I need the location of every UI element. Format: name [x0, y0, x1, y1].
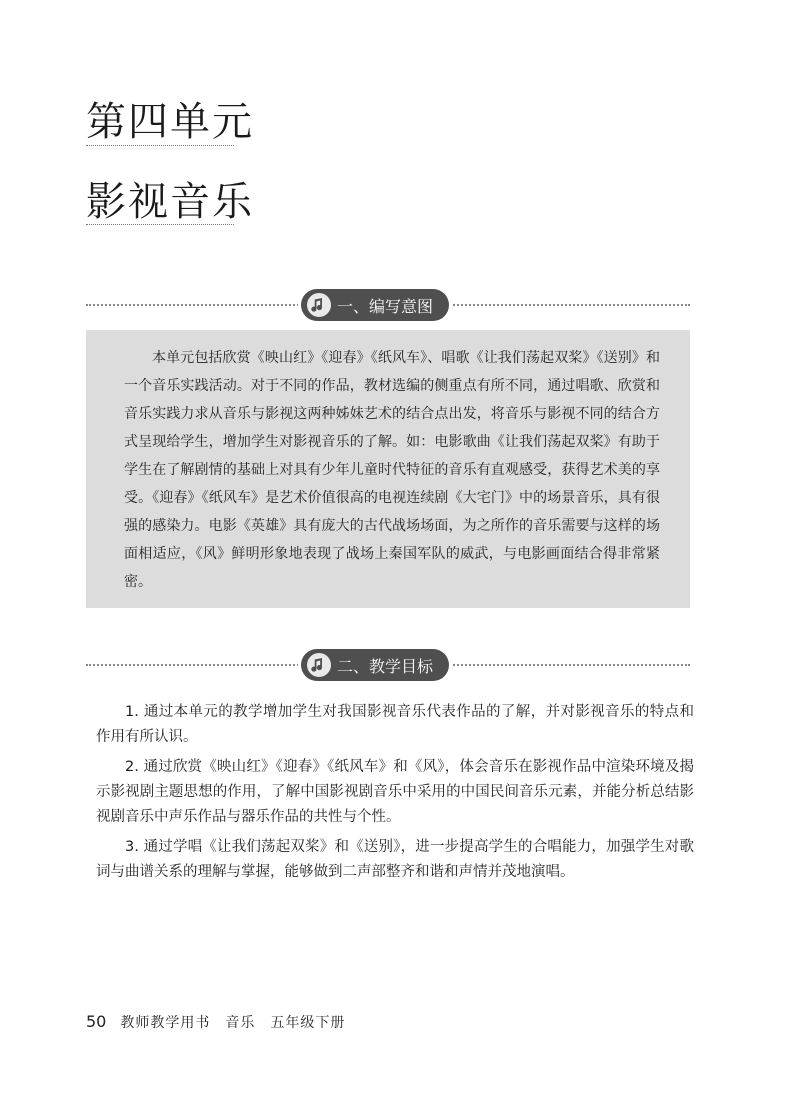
music-note-icon — [307, 653, 331, 677]
unit-name-title: 影视音乐 — [86, 179, 254, 225]
section-header-teaching-goals — [86, 648, 690, 682]
goal-item: 1. 通过本单元的教学增加学生对我国影视音乐代表作品的了解，并对影视音乐的特点和作用有所认识。 — [96, 704, 694, 745]
goal-item: 3. 通过学唱《让我们荡起双桨》和《送别》，进一步提高学生的合唱能力，加强学生对歌词与曲谱关系的理解与掌握，能够做到二声部整齐和谐和声情并茂地演唱。 — [96, 839, 694, 880]
teaching-goals-list — [96, 700, 694, 890]
goal-item: 2. 通过欣赏《映山红》《迎春》《纸风车》和《风》，体会音乐在影视作品中渲染环境及揭示影视剧主题思想的作用，了解中国影视剧音乐中采用的中国民间音乐元素，并能分析总结影视剧音乐中声乐作品与器乐作品的共性与个性。 — [96, 759, 694, 825]
page-footer — [86, 1012, 345, 1032]
section-title: 一、编写意图 — [337, 296, 434, 316]
intent-paragraph: 本单元包括欣赏《映山红》《迎春》《纸风车》、唱歌《让我们荡起双桨》《送别》和一个音乐实践活动。对于不同的作品，教材选编的侧重点有所不同，通过唱歌、欣赏和音乐实践力求从音乐与影视这两种姊妹艺术的结合点出发，将音乐与影视不同的结合方式呈现给学生，增加学生对影视音乐的了解。如：电影歌曲《让我们荡起双桨》有助于学生在了解剧情的基础上对具有少年儿童时代特征的音乐有直观感受，获得艺术美的享受。《迎春》《纸风车》是艺术价值很高的电视连续剧《大宅门》中的场景音乐，具有很强的感染力。电影《英雄》具有庞大的古代战场场面，为之所作的音乐需要与这样的场面相适应，《风》鲜明形象地表现了战场上秦国军队的威武，与电影画面结合得非常紧密。 — [124, 350, 660, 590]
section-pill — [301, 649, 449, 681]
section-pill — [301, 289, 449, 321]
music-note-icon — [307, 293, 331, 317]
title-underline — [86, 145, 234, 146]
unit-number-title: 第四单元 — [86, 99, 254, 145]
section-title: 二、教学目标 — [337, 656, 434, 676]
intent-paragraph-box — [86, 330, 690, 608]
section-header-writing-intent — [86, 288, 690, 322]
book-title: 教师教学用书 音乐 五年级下册 — [120, 1015, 346, 1031]
page-number: 50 — [86, 1012, 107, 1031]
title-underline — [86, 224, 234, 225]
